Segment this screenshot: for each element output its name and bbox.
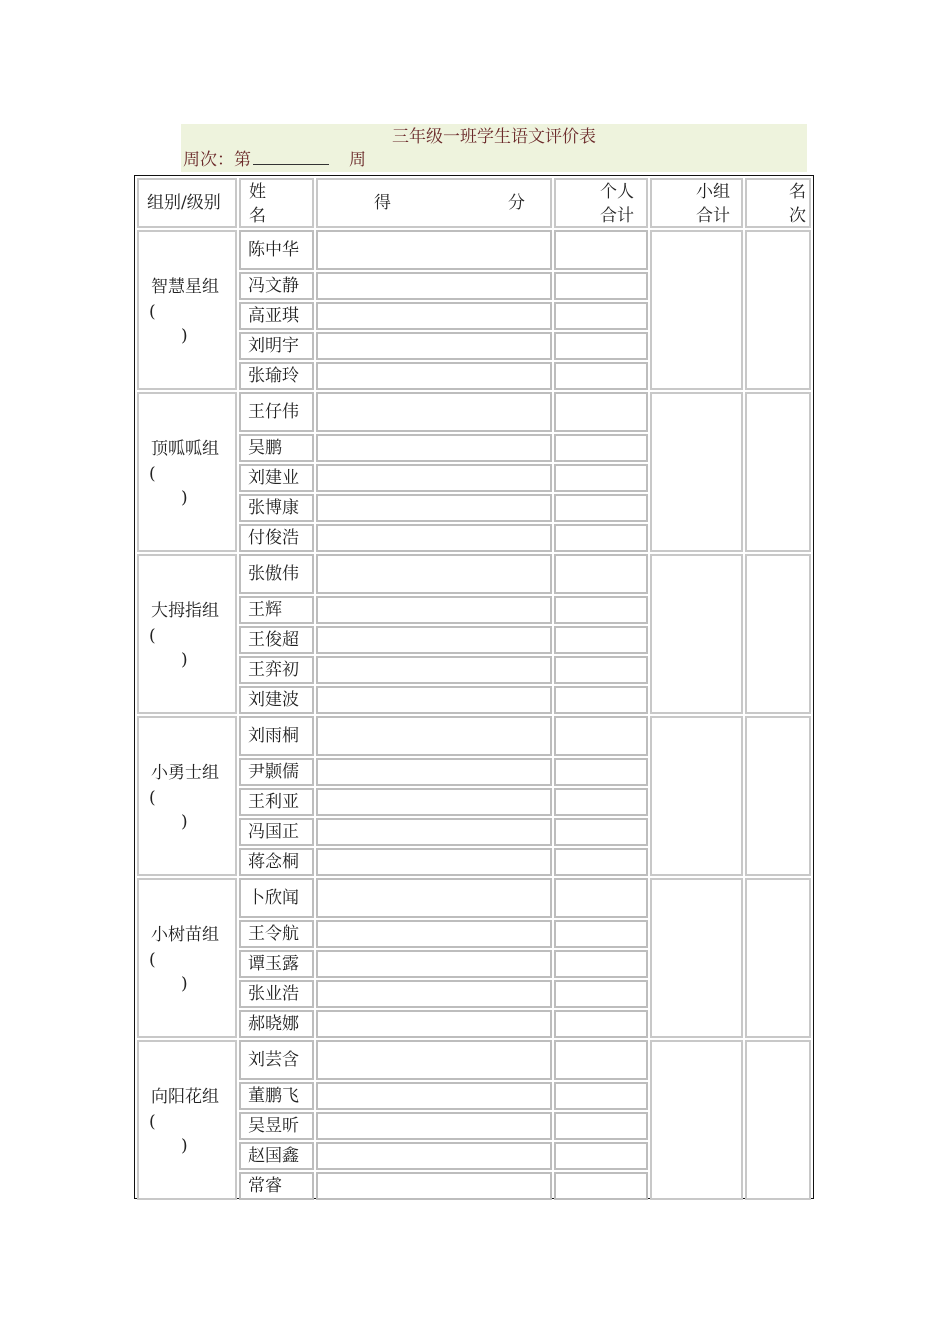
student-name: 王俊超 [248, 630, 299, 650]
rank-cell[interactable] [745, 392, 811, 552]
personal-total-cell[interactable] [554, 362, 648, 390]
personal-total-cell[interactable] [554, 878, 648, 918]
score-cell[interactable] [316, 788, 552, 816]
student-name-cell [239, 272, 314, 300]
student-name: 谭玉露 [248, 954, 299, 974]
personal-total-cell[interactable] [554, 464, 648, 492]
student-name-cell [239, 950, 314, 978]
group-cell [137, 878, 237, 1038]
group-name: 小树苗组 [151, 925, 219, 945]
student-name: 卜欣闻 [248, 888, 299, 908]
personal-total-cell[interactable] [554, 1040, 648, 1080]
personal-total-cell[interactable] [554, 1010, 648, 1038]
student-name: 张傲伟 [248, 564, 299, 584]
header-score-right: 分 [508, 193, 525, 213]
rank-cell[interactable] [745, 878, 811, 1038]
group-name: 小勇士组 [151, 763, 219, 783]
group-level-close-paren: ) [181, 326, 188, 346]
student-name: 冯国正 [248, 822, 299, 842]
student-name-cell [239, 1112, 314, 1140]
group-cell [137, 554, 237, 714]
score-cell[interactable] [316, 494, 552, 522]
group-level-close-paren: ) [181, 488, 188, 508]
student-name: 蒋念桐 [248, 852, 299, 872]
student-name: 张博康 [248, 498, 299, 518]
group-cell [137, 716, 237, 876]
score-cell[interactable] [316, 758, 552, 786]
score-cell[interactable] [316, 716, 552, 756]
score-cell[interactable] [316, 920, 552, 948]
student-name-cell [239, 332, 314, 360]
score-cell[interactable] [316, 272, 552, 300]
header-rank-line1: 名 [789, 182, 806, 202]
student-name: 吴昱昕 [248, 1116, 299, 1136]
score-cell[interactable] [316, 878, 552, 918]
student-name: 董鹏飞 [248, 1086, 299, 1106]
personal-total-cell[interactable] [554, 758, 648, 786]
personal-total-cell[interactable] [554, 716, 648, 756]
student-name: 陈中华 [248, 240, 299, 260]
header-band [181, 124, 807, 172]
student-name-cell [239, 848, 314, 876]
student-name-cell [239, 494, 314, 522]
student-name-cell [239, 434, 314, 462]
student-name-cell [239, 1040, 314, 1080]
group-level-close-paren: ) [181, 650, 188, 670]
score-cell[interactable] [316, 656, 552, 684]
group-name: 向阳花组 [151, 1087, 219, 1107]
score-cell[interactable] [316, 848, 552, 876]
team-total-cell[interactable] [650, 878, 743, 1038]
student-name: 张瑜玲 [248, 366, 299, 386]
student-name: 张业浩 [248, 984, 299, 1004]
group-name: 智慧星组 [151, 277, 219, 297]
score-cell[interactable] [316, 1082, 552, 1110]
page-title: 三年级一班学生语文评价表 [392, 127, 596, 147]
score-cell[interactable] [316, 1142, 552, 1170]
team-total-cell[interactable] [650, 554, 743, 714]
student-name: 王令航 [248, 924, 299, 944]
score-cell[interactable] [316, 1172, 552, 1200]
score-cell[interactable] [316, 302, 552, 330]
header-name-line2: 名 [249, 206, 266, 226]
personal-total-cell[interactable] [554, 818, 648, 846]
student-name-cell [239, 554, 314, 594]
student-name: 高亚琪 [248, 306, 299, 326]
personal-total-cell[interactable] [554, 1082, 648, 1110]
team-total-cell[interactable] [650, 716, 743, 876]
score-cell[interactable] [316, 980, 552, 1008]
student-name: 赵国鑫 [248, 1146, 299, 1166]
student-name: 刘明宇 [248, 336, 299, 356]
student-name-cell [239, 1010, 314, 1038]
score-cell[interactable] [316, 230, 552, 270]
personal-total-cell[interactable] [554, 332, 648, 360]
rank-cell[interactable] [745, 1040, 811, 1200]
team-total-cell[interactable] [650, 392, 743, 552]
header-team-total [650, 178, 743, 228]
group-level-close-paren: ) [181, 1136, 188, 1156]
personal-total-cell[interactable] [554, 656, 648, 684]
header-group [137, 178, 237, 228]
student-name-cell [239, 596, 314, 624]
personal-total-cell[interactable] [554, 392, 648, 432]
rank-cell[interactable] [745, 554, 811, 714]
personal-total-cell[interactable] [554, 302, 648, 330]
header-personal-line2: 合计 [600, 206, 634, 226]
student-name: 付俊浩 [248, 528, 299, 548]
score-cell[interactable] [316, 1112, 552, 1140]
student-name: 刘雨桐 [248, 726, 299, 746]
score-cell[interactable] [316, 362, 552, 390]
team-total-cell[interactable] [650, 230, 743, 390]
score-cell[interactable] [316, 950, 552, 978]
header-team-line1: 小组 [696, 182, 730, 202]
student-name: 冯文静 [248, 276, 299, 296]
score-cell[interactable] [316, 686, 552, 714]
header-score-left: 得 [374, 193, 391, 213]
student-name-cell [239, 626, 314, 654]
student-name-cell [239, 980, 314, 1008]
group-level-open-paren: ( [149, 1112, 156, 1132]
header-personal-line1: 个人 [600, 182, 634, 202]
student-name-cell [239, 686, 314, 714]
personal-total-cell[interactable] [554, 980, 648, 1008]
personal-total-cell[interactable] [554, 788, 648, 816]
student-name-cell [239, 524, 314, 552]
team-total-cell[interactable] [650, 1040, 743, 1200]
personal-total-cell[interactable] [554, 596, 648, 624]
week-suffix: 周 [349, 150, 366, 170]
personal-total-cell[interactable] [554, 272, 648, 300]
week-prefix: 周次：第 [183, 150, 251, 170]
header-rank [745, 178, 811, 228]
rank-cell[interactable] [745, 230, 811, 390]
rank-cell[interactable] [745, 716, 811, 876]
score-cell[interactable] [316, 464, 552, 492]
score-cell[interactable] [316, 434, 552, 462]
student-name-cell [239, 758, 314, 786]
group-name: 顶呱呱组 [151, 439, 219, 459]
group-cell [137, 230, 237, 390]
group-cell [137, 1040, 237, 1200]
header-team-line2: 合计 [696, 206, 730, 226]
student-name-cell [239, 818, 314, 846]
student-name-cell [239, 788, 314, 816]
week-blank[interactable] [253, 150, 329, 165]
header-group-label: 组别/级别 [147, 193, 221, 213]
student-name-cell [239, 230, 314, 270]
student-name-cell [239, 1082, 314, 1110]
personal-total-cell[interactable] [554, 1142, 648, 1170]
group-name: 大拇指组 [151, 601, 219, 621]
score-cell[interactable] [316, 818, 552, 846]
personal-total-cell[interactable] [554, 1112, 648, 1140]
student-name-cell [239, 302, 314, 330]
score-cell[interactable] [316, 392, 552, 432]
group-cell [137, 392, 237, 552]
student-name-cell [239, 362, 314, 390]
group-level-open-paren: ( [149, 626, 156, 646]
week-line [183, 150, 366, 170]
personal-total-cell[interactable] [554, 686, 648, 714]
header-name [239, 178, 314, 228]
student-name-cell [239, 920, 314, 948]
personal-total-cell[interactable] [554, 554, 648, 594]
group-level-close-paren: ) [181, 974, 188, 994]
score-cell[interactable] [316, 1010, 552, 1038]
score-cell[interactable] [316, 1040, 552, 1080]
student-name-cell [239, 392, 314, 432]
personal-total-cell[interactable] [554, 524, 648, 552]
evaluation-table [134, 175, 814, 1199]
student-name-cell [239, 1172, 314, 1200]
score-cell[interactable] [316, 554, 552, 594]
student-name-cell [239, 464, 314, 492]
student-name: 尹颢儒 [248, 762, 299, 782]
student-name-cell [239, 878, 314, 918]
personal-total-cell[interactable] [554, 434, 648, 462]
header-name-line1: 姓 [249, 182, 266, 202]
personal-total-cell[interactable] [554, 494, 648, 522]
student-name: 刘建波 [248, 690, 299, 710]
student-name: 王辉 [248, 600, 282, 620]
personal-total-cell[interactable] [554, 950, 648, 978]
score-cell[interactable] [316, 332, 552, 360]
personal-total-cell[interactable] [554, 626, 648, 654]
student-name: 郝晓娜 [248, 1014, 299, 1034]
student-name: 王弈初 [248, 660, 299, 680]
score-cell[interactable] [316, 524, 552, 552]
student-name: 吴鹏 [248, 438, 282, 458]
student-name: 王利亚 [248, 792, 299, 812]
student-name: 刘芸含 [248, 1050, 299, 1070]
student-name-cell [239, 716, 314, 756]
personal-total-cell[interactable] [554, 848, 648, 876]
group-level-open-paren: ( [149, 302, 156, 322]
group-level-open-paren: ( [149, 464, 156, 484]
student-name: 常睿 [248, 1176, 282, 1196]
score-cell[interactable] [316, 626, 552, 654]
group-level-close-paren: ) [181, 812, 188, 832]
student-name: 刘建业 [248, 468, 299, 488]
personal-total-cell[interactable] [554, 920, 648, 948]
group-level-open-paren: ( [149, 950, 156, 970]
group-level-open-paren: ( [149, 788, 156, 808]
personal-total-cell[interactable] [554, 1172, 648, 1200]
score-cell[interactable] [316, 596, 552, 624]
header-personal-total [554, 178, 648, 228]
header-rank-line2: 次 [789, 206, 806, 226]
student-name: 王仔伟 [248, 402, 299, 422]
personal-total-cell[interactable] [554, 230, 648, 270]
header-score [316, 178, 552, 228]
student-name-cell [239, 656, 314, 684]
student-name-cell [239, 1142, 314, 1170]
